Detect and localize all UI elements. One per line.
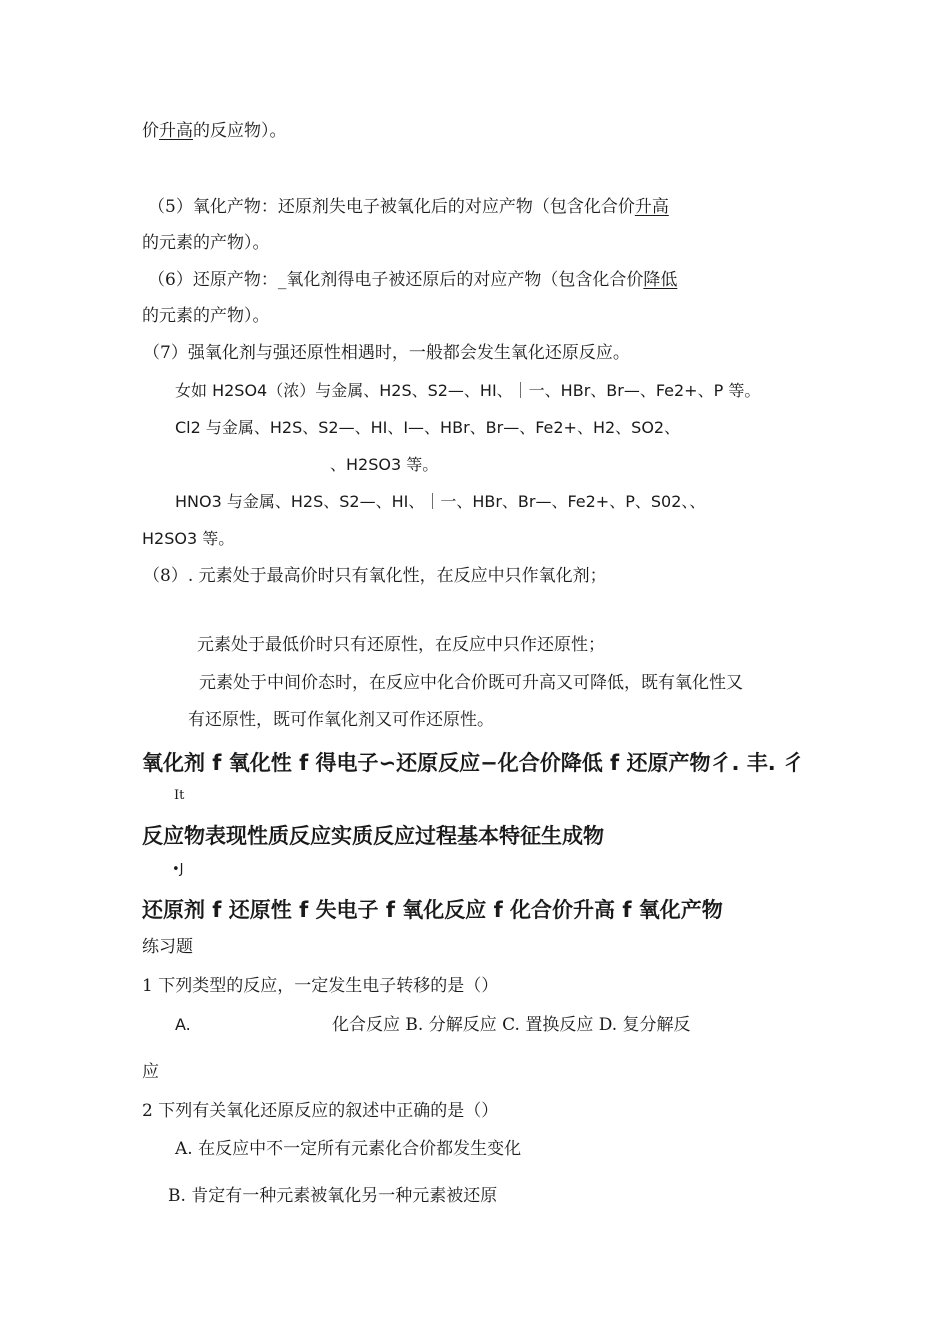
text-line-11: H2SO3 等。 xyxy=(142,529,235,548)
diagram-line-headers: 反应物表现性质反应实质反应过程基本特征生成物 xyxy=(142,824,604,848)
question-2-option-a: A. 在反应中不一定所有元素化合价都发生变化 xyxy=(175,1139,522,1159)
text-line-5: 的元素的产物）。 xyxy=(142,306,270,326)
text-line-1 xyxy=(142,120,287,142)
text-line-2 xyxy=(148,196,669,218)
question-2-option-b: B. 肯定有一种元素被氧化另一种元素被还原 xyxy=(168,1186,498,1206)
text-line-12: （8）. 元素处于最高价时只有氧化性，在反应中只作氧化剂； xyxy=(143,566,607,586)
text-span: （6）还原产物：_氧化剂得电子被还原后的对应产物（包含化合价 xyxy=(148,270,644,290)
text-line-9: 、H2SO3 等。 xyxy=(330,455,439,474)
text-line-4 xyxy=(148,269,677,291)
question-1-option-a-label: A. xyxy=(175,1015,191,1034)
text-span: （5）氧化产物：还原剂失电子被氧化后的对应产物（包含化合价 xyxy=(148,197,635,217)
diagram-line-reductant: 还原剂 f 还原性 f 失电子 f 氧化反应 f 化合价升高 f 氧化产物 xyxy=(142,898,723,922)
text-line-3: 的元素的产物）。 xyxy=(142,233,270,253)
text-line-6: （7）强氧化剂与强还原性相遇时，一般都会发生氧化还原反应。 xyxy=(143,343,630,363)
text-line-7: 女如 H2SO4（浓）与金属、H2S、S2—、HI、｜一、HBr、Br—、Fe2+、P 等。 xyxy=(175,381,761,400)
text-line-14: 元素处于中间价态时，在反应中化合价既可升高又可降低，既有氧化性又 xyxy=(199,673,743,693)
section-heading-exercises: 练习题 xyxy=(142,937,193,957)
text-line-10: HNO3 与金属、H2S、S2—、HI、｜一、HBr、Br—、Fe2+、P、S02、、 xyxy=(175,492,706,511)
text-span: 价 xyxy=(142,121,159,141)
question-1: 1 下列类型的反应，一定发生电子转移的是（） xyxy=(142,976,499,996)
diagram-line-oxidant: 氧化剂 f 氧化性 f 得电子∽还原反应−化合价降低 f 还原产物彳. 丰. 彳 xyxy=(142,751,805,775)
underlined-term: 升高 xyxy=(634,197,669,217)
text-line-8: Cl2 与金属、H2S、S2—、HI、I—、HBr、Br—、Fe2+、H2、SO2、 xyxy=(175,418,681,437)
underlined-term: 升高 xyxy=(159,121,193,141)
text-span: 的反应物）。 xyxy=(193,121,287,141)
question-1-options-wrap: 应 xyxy=(142,1062,159,1082)
text-line-13: 元素处于最低价时只有还原性，在反应中只作还原性； xyxy=(197,635,605,655)
diagram-mark: It xyxy=(174,788,185,803)
text-line-15: 有还原性，既可作氧化剂又可作还原性。 xyxy=(188,710,494,730)
underlined-term: 降低 xyxy=(643,270,678,290)
question-1-options: 化合反应 B. 分解反应 C. 置换反应 D. 复分解反 xyxy=(332,1015,691,1035)
question-2: 2 下列有关氧化还原反应的叙述中正确的是（） xyxy=(142,1101,499,1121)
diagram-mark: •J xyxy=(172,862,184,877)
